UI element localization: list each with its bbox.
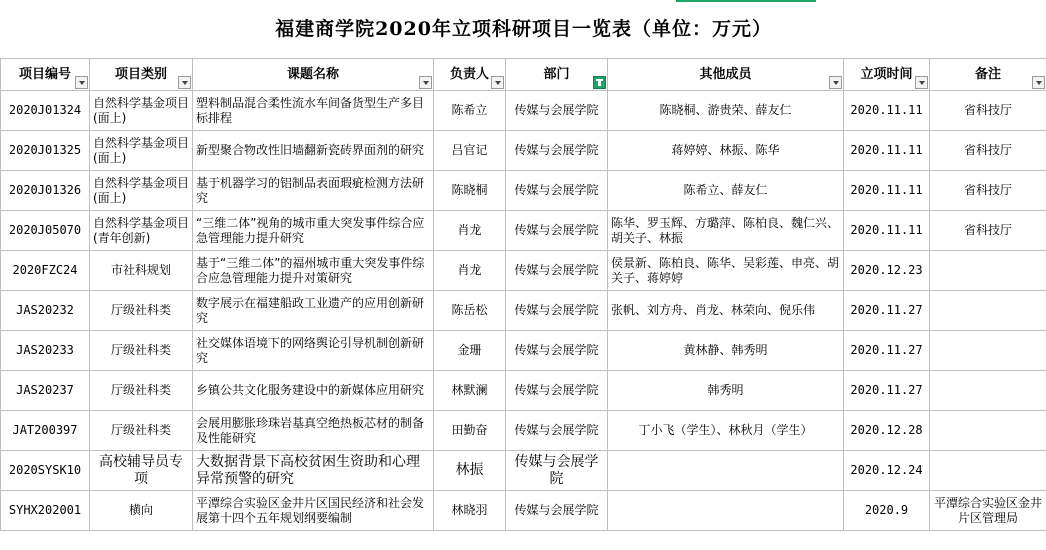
cell-members[interactable]: 蒋婷婷、林振、陈华 <box>608 131 844 171</box>
cell-category[interactable]: 自然科学基金项目(面上) <box>90 171 193 211</box>
cell-category[interactable]: 厅级社科类 <box>90 331 193 371</box>
cell-dept[interactable]: 传媒与会展学院 <box>506 291 608 331</box>
cell-id[interactable]: 2020J01324 <box>1 91 90 131</box>
header-date <box>844 59 930 91</box>
cell-name[interactable]: 大数据背景下高校贫困生资助和心理异常预警的研究 <box>193 451 434 491</box>
cell-category[interactable]: 自然科学基金项目(青年创新) <box>90 211 193 251</box>
cell-date[interactable]: 2020.11.27 <box>844 331 930 371</box>
cell-members[interactable]: 陈华、罗玉辉、方璐萍、陈柏良、魏仁兴、胡关子、林振 <box>608 211 844 251</box>
cell-category[interactable]: 市社科规划 <box>90 251 193 291</box>
cell-date[interactable]: 2020.11.11 <box>844 91 930 131</box>
cell-dept[interactable]: 传媒与会展学院 <box>506 91 608 131</box>
cell-leader[interactable]: 吕官记 <box>434 131 506 171</box>
cell-date[interactable]: 2020.11.11 <box>844 211 930 251</box>
cell-members[interactable]: 韩秀明 <box>608 371 844 411</box>
cell-note[interactable]: 省科技厅 <box>930 171 1046 211</box>
cell-date[interactable]: 2020.11.11 <box>844 171 930 211</box>
cell-note[interactable]: 省科技厅 <box>930 211 1046 251</box>
table-row <box>1 91 1046 131</box>
sheet-title: 福建商学院2020年立项科研项目一览表（单位：万元） <box>1 0 1046 59</box>
cell-dept[interactable]: 传媒与会展学院 <box>506 211 608 251</box>
cell-dept[interactable]: 传媒与会展学院 <box>506 171 608 211</box>
table-row <box>1 291 1046 331</box>
cell-members[interactable]: 陈希立、薛友仁 <box>608 171 844 211</box>
cell-leader[interactable]: 肖龙 <box>434 211 506 251</box>
cell-category[interactable]: 高校辅导员专项 <box>90 451 193 491</box>
cell-id[interactable]: JAT200397 <box>1 411 90 451</box>
table-row <box>1 411 1046 451</box>
cell-note[interactable]: 平潭综合实验区金井片区管理局 <box>930 491 1046 531</box>
header-label: 项目编号 <box>18 67 71 82</box>
cell-members[interactable] <box>608 451 844 491</box>
table-row <box>1 371 1046 411</box>
cell-date[interactable]: 2020.12.24 <box>844 451 930 491</box>
table-row <box>1 131 1046 171</box>
filter-dropdown-icon[interactable] <box>829 76 842 89</box>
header-label: 负责人 <box>449 67 489 82</box>
header-note <box>930 59 1046 91</box>
cell-leader[interactable]: 陈希立 <box>434 91 506 131</box>
cell-leader[interactable]: 肖龙 <box>434 251 506 291</box>
cell-note[interactable] <box>930 411 1046 451</box>
cell-note[interactable] <box>930 291 1046 331</box>
cell-category[interactable]: 自然科学基金项目(面上) <box>90 91 193 131</box>
cell-note[interactable]: 省科技厅 <box>930 131 1046 171</box>
cell-members[interactable]: 张帆、刘方舟、肖龙、林荣向、倪乐伟 <box>608 291 844 331</box>
filter-active-icon[interactable] <box>593 76 606 89</box>
cell-name[interactable]: 数字展示在福建船政工业遗产的应用创新研究 <box>193 291 434 331</box>
header-label: 课题名称 <box>286 67 339 82</box>
cell-dept[interactable]: 传媒与会展学院 <box>506 451 608 491</box>
cell-note[interactable] <box>930 451 1046 491</box>
cell-name[interactable]: 平潭综合实验区金井片区国民经济和社会发展第十四个五年规划纲要编制 <box>193 491 434 531</box>
header-category <box>90 59 193 91</box>
header-label: 其他成员 <box>699 67 752 82</box>
cell-id[interactable]: 2020J01325 <box>1 131 90 171</box>
cell-dept[interactable]: 传媒与会展学院 <box>506 331 608 371</box>
cell-date[interactable]: 2020.12.23 <box>844 251 930 291</box>
header-members <box>608 59 844 91</box>
cell-category[interactable]: 厅级社科类 <box>90 291 193 331</box>
cell-date[interactable]: 2020.9 <box>844 491 930 531</box>
table-row <box>1 491 1046 531</box>
cell-id[interactable]: 2020J05070 <box>1 211 90 251</box>
filter-dropdown-icon[interactable] <box>1032 76 1045 89</box>
cell-date[interactable]: 2020.11.11 <box>844 131 930 171</box>
header-label: 立项时间 <box>860 67 913 82</box>
cell-category[interactable]: 自然科学基金项目(面上) <box>90 131 193 171</box>
cell-name[interactable]: 新型聚合物改性旧墙翻新瓷砖界面剂的研究 <box>193 131 434 171</box>
header-label: 备注 <box>975 67 1002 82</box>
cell-id[interactable]: JAS20232 <box>1 291 90 331</box>
filter-dropdown-icon[interactable] <box>491 76 504 89</box>
cell-date[interactable]: 2020.11.27 <box>844 291 930 331</box>
cell-date[interactable]: 2020.12.28 <box>844 411 930 451</box>
cell-id[interactable]: 2020FZC24 <box>1 251 90 291</box>
cell-leader[interactable]: 田勤奋 <box>434 411 506 451</box>
cell-members[interactable]: 丁小飞（学生）、林秋月（学生） <box>608 411 844 451</box>
cell-dept[interactable]: 传媒与会展学院 <box>506 371 608 411</box>
cell-id[interactable]: JAS20233 <box>1 331 90 371</box>
cell-id[interactable]: JAS20237 <box>1 371 90 411</box>
header-leader <box>434 59 506 91</box>
cell-note[interactable] <box>930 331 1046 371</box>
filter-dropdown-icon[interactable] <box>915 76 928 89</box>
header-name <box>193 59 434 91</box>
filter-dropdown-icon[interactable] <box>419 76 432 89</box>
cell-members[interactable]: 侯景新、陈柏良、陈华、吴彩莲、申亮、胡关子、蒋婷婷 <box>608 251 844 291</box>
cell-leader[interactable]: 林振 <box>434 451 506 491</box>
cell-name[interactable]: 基于机器学习的铝制品表面瑕疵检测方法研究 <box>193 171 434 211</box>
cell-dept[interactable]: 传媒与会展学院 <box>506 131 608 171</box>
cell-members[interactable] <box>608 491 844 531</box>
cell-members[interactable]: 陈晓桐、游贵荣、薛友仁 <box>608 91 844 131</box>
cell-name[interactable]: 社交媒体语境下的网络舆论引导机制创新研究 <box>193 331 434 371</box>
cell-dept[interactable]: 传媒与会展学院 <box>506 251 608 291</box>
header-id <box>1 59 90 91</box>
table-row <box>1 451 1046 491</box>
cell-note[interactable] <box>930 251 1046 291</box>
cell-name[interactable]: “三维二体”视角的城市重大突发事件综合应急管理能力提升研究 <box>193 211 434 251</box>
table-row <box>1 171 1046 211</box>
cell-note[interactable] <box>930 371 1046 411</box>
header-dept <box>506 59 608 91</box>
cell-name[interactable]: 塑料制品混合柔性流水车间备货型生产多目标排程 <box>193 91 434 131</box>
cell-id[interactable]: 2020SYSK10 <box>1 451 90 491</box>
cell-members[interactable]: 黄林静、韩秀明 <box>608 331 844 371</box>
cell-name[interactable]: 会展用膨胀珍珠岩基真空绝热板芯材的制备及性能研究 <box>193 411 434 451</box>
cell-leader[interactable]: 林默澜 <box>434 371 506 411</box>
header-label: 部门 <box>543 67 570 82</box>
table-row <box>1 211 1046 251</box>
cell-leader[interactable]: 林晓羽 <box>434 491 506 531</box>
cell-date[interactable]: 2020.11.27 <box>844 371 930 411</box>
filter-dropdown-icon[interactable] <box>178 76 191 89</box>
header-label: 项目类别 <box>114 67 167 82</box>
cell-note[interactable]: 省科技厅 <box>930 91 1046 131</box>
cell-leader[interactable]: 陈晓桐 <box>434 171 506 211</box>
filter-dropdown-icon[interactable] <box>75 76 88 89</box>
header-row <box>1 59 1046 91</box>
cell-id[interactable]: 2020J01326 <box>1 171 90 211</box>
cell-dept[interactable]: 传媒与会展学院 <box>506 491 608 531</box>
cell-leader[interactable]: 陈岳松 <box>434 291 506 331</box>
cell-category[interactable]: 厅级社科类 <box>90 411 193 451</box>
cell-dept[interactable]: 传媒与会展学院 <box>506 411 608 451</box>
table-row <box>1 331 1046 371</box>
cell-category[interactable]: 横向 <box>90 491 193 531</box>
cell-name[interactable]: 乡镇公共文化服务建设中的新媒体应用研究 <box>193 371 434 411</box>
cell-category[interactable]: 厅级社科类 <box>90 371 193 411</box>
table-row <box>1 251 1046 291</box>
cell-leader[interactable]: 金珊 <box>434 331 506 371</box>
cell-id[interactable]: SYHX202001 <box>1 491 90 531</box>
cell-name[interactable]: 基于“三维二体”的福州城市重大突发事件综合应急管理能力提升对策研究 <box>193 251 434 291</box>
